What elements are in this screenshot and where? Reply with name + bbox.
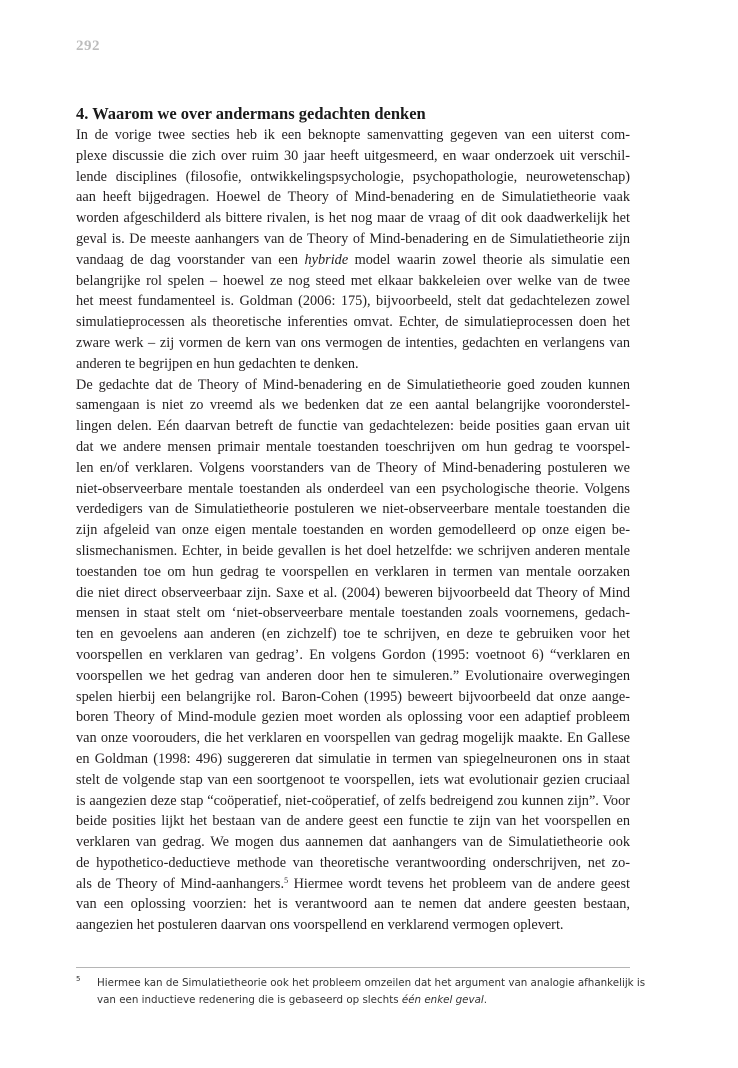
text-line: beide posities lijkt het bestaan van de andere geest een functie te zijn van het voorspellen en	[76, 813, 630, 830]
text-line	[76, 250, 630, 271]
text-line: niet-observeerbare mentale toestanden als onderdeel van een psychologische theorie. Volgens	[76, 480, 630, 497]
text-line: De gedachte dat de Theory of Mind-benadering en de Simulatietheorie goed zouden kunnen	[76, 376, 630, 393]
text-line: verdedigers van de Simulatietheorie postuleren we niet-observeerbare mentale toestanden die	[76, 501, 630, 518]
text-line: spelen hierbij een belangrijke rol. Baron-Cohen (1995) beweert bijvoorbeeld dat onze aange-	[76, 688, 630, 705]
text-line: In de vorige twee secties heb ik een beknopte samenvatting gegeven van een uiterst com-	[76, 127, 630, 143]
text-line: len en/of verklaren. Volgens voorstanders van de Theory of Mind-benadering postuleren we	[76, 459, 630, 476]
text-line: belangrijke rol spelen – hoewel ze nog steed met elkaar bakkeleien over welke van de twee	[76, 272, 630, 289]
text-line: lende disciplines (filosofie, ontwikkelingspsychologie, psychopathologie, neurowetenschap)	[76, 168, 630, 185]
footnote-divider	[76, 967, 630, 968]
text-line: die niet direct observeerbaar zijn. Saxe et al. (2004) beweren bijvoorbeeld dat Theory of Mind	[76, 584, 630, 601]
emphasis-hybride: hybride	[304, 251, 349, 268]
text-line: en Goldman (1998: 496) suggereren dat simulatie in termen van spiegelneuronen ons in staat	[76, 750, 630, 767]
text-line: ten en gevoelens aan anderen (en zichzelf) toe te schrijven, en deze te gebruiken voor het	[76, 626, 630, 643]
section-heading: 4. Waarom we over andermans gedachten denken	[76, 104, 426, 123]
text-line: mensen in staat stelt om ‘niet-observeerbare mentale toestanden zoals voornemens, gedach-	[76, 605, 630, 622]
footnote-line	[97, 992, 630, 1009]
footnote-line: Hiermee kan de Simulatietheorie ook het probleem omzeilen dat het argument van analogie afhankelijk is	[97, 977, 646, 989]
text-line: van een oplossing voorzien: het is verantwoord aan te nemen dat andere geesten bestaan,	[76, 896, 630, 913]
text-line: voorspellen we het gedrag van anderen door hen te simuleren.” Evolutionaire overwegingen	[76, 667, 630, 684]
text-line: het meest fundamenteel is. Goldman (2006: 175), bijvoorbeeld, stelt dat gedachtelezen zowel	[76, 293, 630, 310]
page-number: 292	[76, 38, 100, 54]
text-line: samengaan is niet zo vreemd als we bedenken dat ze een aantal belangrijke vooronderstel-	[76, 397, 630, 414]
footnote-marker: 5	[76, 975, 81, 983]
emphasis-een-enkel-geval: één enkel geval	[401, 993, 484, 1006]
text-segment: .	[483, 993, 488, 1006]
text-line: verklaren van gedrag. We mogen dus aannemen dat aanhangers van de Simulatietheorie ook	[76, 834, 630, 851]
text-segment: model waarin zowel theorie als simulatie een	[348, 251, 630, 268]
text-line: stelt de volgende stap van een soortgenoot te voorspellen, iets wat evolutionair gezien cruciaal	[76, 771, 630, 788]
text-line: boren Theory of Mind-module gezien moet worden als oplossing voor een adaptief probleem	[76, 709, 630, 726]
text-segment: als de Theory of Mind-aanhangers.	[76, 875, 285, 892]
text-line: aan heeft bijgedragen. Hoewel de Theory of Mind-benadering en de Simulatietheorie vaak	[76, 189, 630, 206]
text-segment: van een inductieve redenering die is gebaseerd op slechts	[97, 993, 402, 1006]
text-line: worden afgeschilderd als bittere rivalen, is het nog maar de vraag of dit ook daadwerkelijk het	[76, 210, 630, 227]
text-segment: vandaag de dag voorstander van een	[76, 251, 305, 268]
text-line: dat we andere mensen primair mentale toestanden toeschrijven om hun gedrag te voorspel-	[76, 438, 630, 455]
text-line: voorspellen en verklaren van gedrag’. En volgens Gordon (1995: voetnoot 6) “verklaren en	[76, 646, 630, 663]
text-line: slismechanismen. Echter, in beide gevallen is het doel hetzelfde: we schrijven anderen mentale	[76, 542, 630, 559]
text-segment: Hiermee wordt tevens het probleem van de andere geest	[288, 875, 630, 892]
text-line: aangezien het postuleren daarvan ons voorspellend en verklarend vermogen oplevert.	[76, 917, 564, 934]
text-line: zijn afgeleid van onze eigen mentale toestanden en worden gemodelleerd op onze eigen be-	[76, 522, 630, 539]
body-text	[76, 125, 630, 936]
text-line: anderen te begrijpen en hun gedachten te denken.	[76, 355, 359, 372]
text-line: de hypothetico-deductieve methode van theoretische verantwoording onderschrijven, net zo-	[76, 854, 630, 871]
paragraph-1	[76, 125, 630, 375]
text-line: toestanden toe om hun gedrag te voorspellen en verklaren in termen van mentale oorzaken	[76, 563, 630, 580]
footnote	[76, 975, 646, 1008]
paragraph-2	[76, 375, 630, 937]
text-line: geval is. De meeste aanhangers van de Theory of Mind-benadering en de Simulatietheorie zijn	[76, 230, 630, 247]
text-line: zware werk – zij vormen de kern van ons vermogen de intenties, gedachten en verlangens van	[76, 334, 630, 351]
text-line: lingen delen. Eén daarvan betreft de functie van gedachtelezen: beide posities gaan ervan uit	[76, 418, 630, 435]
text-line	[76, 874, 630, 895]
text-line: simulatieprocessen als theoretische inferenties omvat. Echter, de simulatieprocessen doen het	[76, 314, 630, 331]
text-line: plexe discussie die zich over ruim 30 jaar heeft uitgesmeerd, en waar onderzoek uit verschil-	[76, 147, 630, 164]
text-line: is aangezien deze stap “coöperatief, niet-coöperatief, of zelfs bedreigend zou kunnen zijn”. Voor	[76, 792, 630, 809]
footnote-reference[interactable]: 5	[284, 875, 289, 885]
text-line: van onze voorouders, die het verklaren en voorspellen van gedrag mogelijk maakte. En Gallese	[76, 730, 630, 747]
